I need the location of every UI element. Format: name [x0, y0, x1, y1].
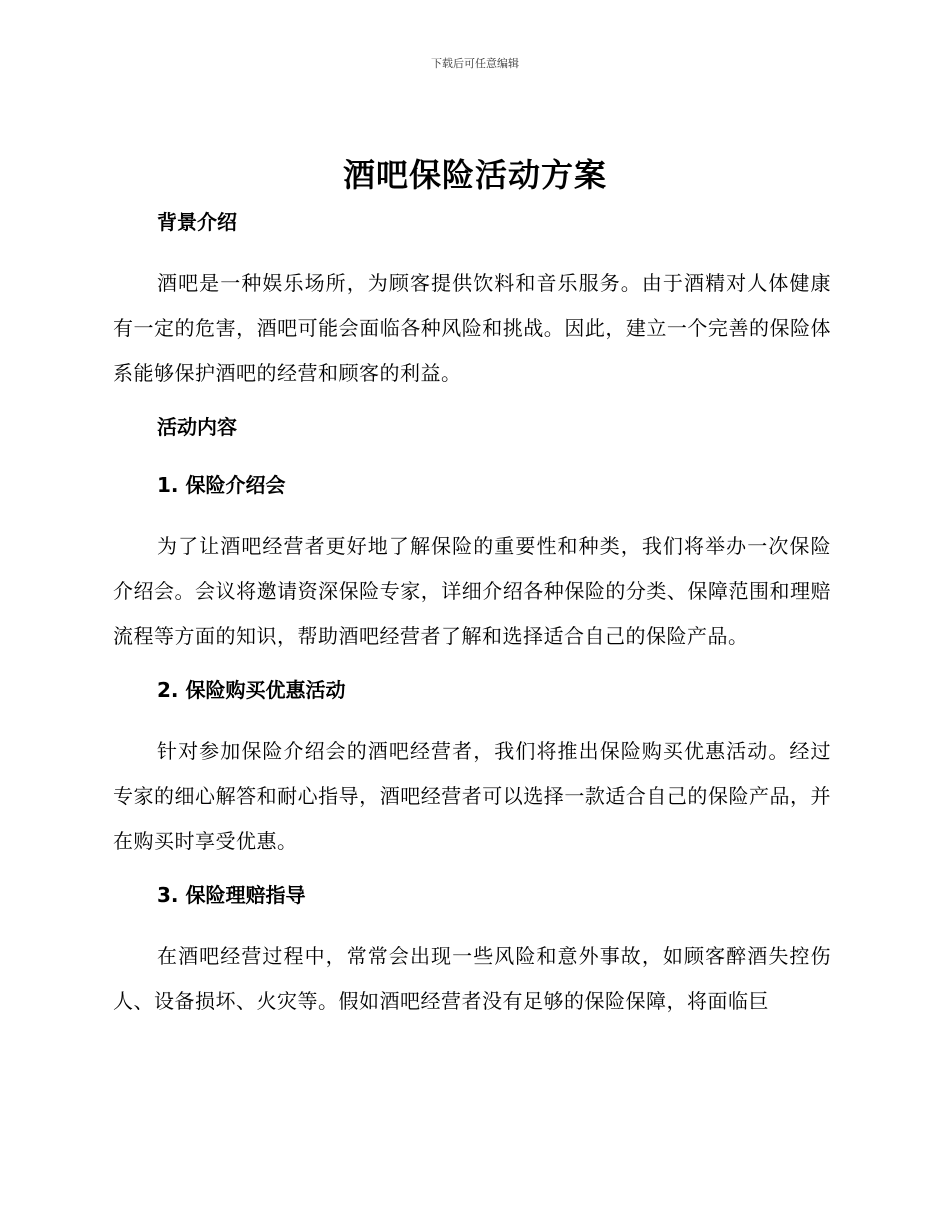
- page-title: 酒吧保险活动方案: [342, 156, 607, 194]
- document-body: [113, 205, 831, 1024]
- section-heading-background: 背景介绍: [157, 210, 237, 234]
- paragraph-background: 酒吧是一种娱乐场所，为顾客提供饮料和音乐服务。由于酒精对人体健康有一定的危害，酒吧可能会面临各种风险和挑战。因此，建立一个完善的保险体系能够保护酒吧的经营和顾客的利益。: [113, 271, 831, 385]
- paragraph-item-2: 针对参加保险介绍会的酒吧经营者，我们将推出保险购买优惠活动。经过专家的细心解答和耐心指导，酒吧经营者可以选择一款适合自己的保险产品，并在购买时享受优惠。: [113, 739, 831, 853]
- header-note: 下载后可任意编辑: [431, 57, 519, 70]
- subheading-item-3: 3. 保险理赔指导: [157, 883, 306, 907]
- subheading-item-1: 1. 保险介绍会: [157, 473, 286, 497]
- subheading-item-2: 2. 保险购买优惠活动: [157, 678, 346, 702]
- paragraph-item-1: 为了让酒吧经营者更好地了解保险的重要性和种类，我们将举办一次保险介绍会。会议将邀请资深保险专家，详细介绍各种保险的分类、保障范围和理赔流程等方面的知识，帮助酒吧经营者了解和选择适合自己的保险产品。: [113, 534, 831, 648]
- paragraph-item-3: 在酒吧经营过程中，常常会出现一些风险和意外事故，如顾客醉酒失控伤人、设备损坏、火灾等。假如酒吧经营者没有足够的保险保障，将面临巨: [113, 944, 831, 1013]
- section-heading-activity: 活动内容: [157, 415, 237, 439]
